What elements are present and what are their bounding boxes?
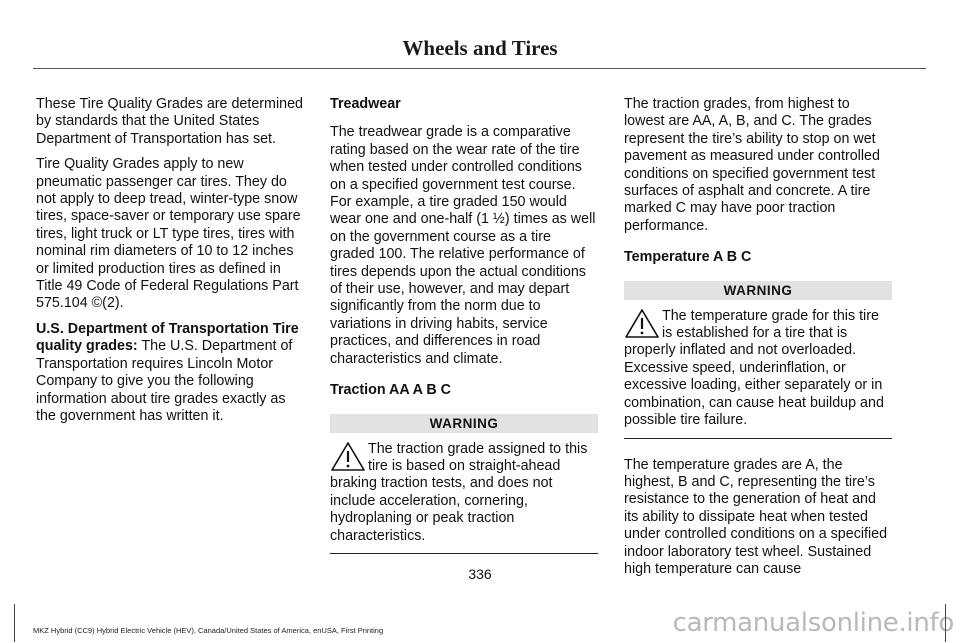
paragraph-temperature-grades: The temperature grades are A, the highest, B and C, representing the tire’s resistance to the generation of heat and its ability to dissipate heat when tested under controlled conditions on a specified indoor laboratory test wheel. Sustained high temperature can cause xyxy=(624,456,888,577)
warning-divider xyxy=(624,438,892,439)
heading-temperature: Temperature A B C xyxy=(624,249,752,266)
paragraph-grades-apply: Tire Quality Grades apply to new pneumatic passenger car tires. They do not apply to deep tread, winter-type snow tires, space-saver or temporary use spare tires, light truck or LT type tires, tires with nominal rim diameters of 10 to 12 inches or limited production tires as defined in Title 49 Code of Federal Regulations Part 575.104 ©(2). xyxy=(36,156,301,312)
page-title: Wheels and Tires xyxy=(402,36,558,60)
paragraph-grades-standards: These Tire Quality Grades are determined by standards that the United States Department of Transportation has set. xyxy=(36,96,303,147)
heading-traction: Traction AA A B C xyxy=(330,382,451,399)
warning-block-temperature xyxy=(624,308,892,430)
warning-label: WARNING xyxy=(330,414,598,433)
dot-grades-label: U.S. Department of Transportation Tire quality grades: xyxy=(36,320,299,355)
crop-mark-right xyxy=(945,604,946,642)
warning-block-traction xyxy=(330,441,598,545)
title-divider xyxy=(33,68,926,69)
warning-text-traction: The traction grade assigned to this tire is based on straight-ahead braking traction tests, and does not include acceleration, cornering, hydroplaning or peak traction characteristics. xyxy=(330,440,588,544)
paragraph-traction-grades: The traction grades, from highest to lowest are AA, A, B, and C. The grades represent the tire’s ability to stop on wet pavement as measured under controlled conditions on specified government test surfaces of asphalt and concrete. A tire marked C may have poor traction performance. xyxy=(624,96,880,234)
watermark: carmanualsonline.info xyxy=(672,608,954,638)
warning-triangle-icon xyxy=(330,441,366,473)
column-1 xyxy=(36,96,304,433)
column-3 xyxy=(624,96,892,586)
paragraph-dot-grades xyxy=(36,321,304,425)
paragraph-treadwear: The treadwear grade is a comparative rating based on the wear rate of the tire when tested under controlled conditions on a specified government test course. For example, a tire graded 150 would wear one and one-half (1 ½) times as well on the government course as a tire graded 100. The relative performance of tires depends upon the actual conditions of their use, however, and may depart significantly from the norm due to variations in driving habits, service practices, and differences in road characteristics and climate. xyxy=(330,124,596,367)
warning-text-temperature: The temperature grade for this tire is established for a tire that is properly inflated and not overloaded. Excessive speed, underinflation, or excessive loading, either separately or in combination, can cause heat buildup and possible tire failure. xyxy=(624,307,884,429)
warning-label: WARNING xyxy=(624,281,892,300)
warning-triangle-icon xyxy=(624,308,660,340)
footer-vehicle-info: MKZ Hybrid (CC9) Hybrid Electric Vehicle (HEV), Canada/United States of America, enUSA, First Printing xyxy=(33,626,384,635)
crop-mark-left xyxy=(14,604,15,642)
heading-treadwear: Treadwear xyxy=(330,96,401,112)
dot-grades-text: The U.S. Department of Transportation requires Lincoln Motor Company to give you the following information about tire grades exactly as the government has written it. xyxy=(36,338,293,424)
warning-divider xyxy=(330,553,598,554)
column-2 xyxy=(330,96,598,572)
page-number: 336 xyxy=(468,566,492,582)
